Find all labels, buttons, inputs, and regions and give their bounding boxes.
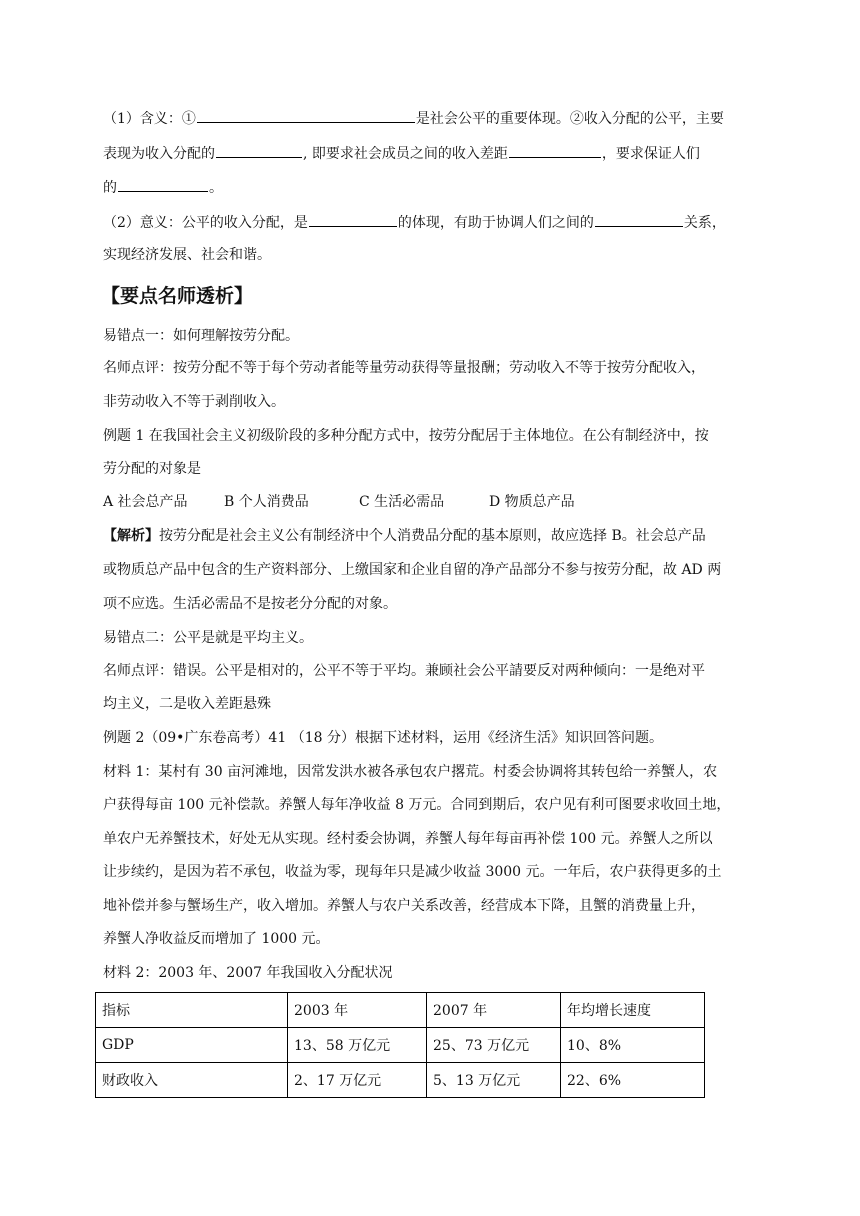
table-cell: 10、8% — [561, 1028, 705, 1063]
analysis-line-3: 项不应选。生活必需品不是按老分分配的对象。 — [103, 596, 397, 612]
table-header-row — [96, 993, 705, 1028]
text-segment: 关系， — [683, 215, 726, 231]
option-a: A 社会总产品 — [103, 494, 188, 510]
material-1-line-2: 户获得每亩 100 元补偿款。养蟹人每年净收益 8 万元。合同到期后，农户见有利可图要求收回土地， — [103, 797, 731, 813]
meaning-line-3 — [103, 177, 223, 198]
error-point-1: 易错点一：如何理解按劳分配。 — [103, 328, 299, 344]
table-row — [96, 1063, 705, 1098]
comment-2-line-2: 均主义，二是收入差距悬殊 — [103, 696, 271, 712]
text-segment: 是社会公平的重要体现。②收入分配的公平，主要 — [415, 111, 724, 127]
error-point-2: 易错点二：公平是就是平均主义。 — [103, 630, 313, 646]
answer-blank — [309, 212, 397, 227]
comment-1-line-1: 名师点评：按劳分配不等于每个劳动者能等量劳动获得等量报酬；劳动收入不等于按劳分配收入， — [103, 360, 705, 376]
answer-blank — [216, 143, 302, 158]
table-cell: 22、6% — [561, 1063, 705, 1098]
material-1-line-6: 养蟹人净收益反而增加了 1000 元。 — [103, 931, 330, 947]
section-heading: 【要点名师透析】 — [101, 285, 254, 307]
table-header-cell: 指标 — [96, 993, 288, 1028]
text-segment: 表现为收入分配的 — [103, 146, 215, 162]
example-2-stem: 例题 2（09•广东卷高考）41 （18 分）根据下述材料，运用《经济生活》知识回答问题。 — [103, 730, 663, 746]
meaning-line-2 — [103, 143, 700, 164]
material-1-line-4: 让步续约，是因为若不承包，收益为零，现每年只是减少收益 3000 元。一年后，农户获得更多的土 — [103, 864, 722, 880]
text-segment: （2）意义：公平的收入分配，是 — [103, 215, 308, 231]
text-segment: 按劳分配是社会主义公有制经济中个人消费品分配的基本原则，故应选择 B。社会总产品 — [159, 528, 706, 544]
example-1-line-1: 例题 1 在我国社会主义初级阶段的多种分配方式中，按劳分配居于主体地位。在公有制经济中，按 — [103, 428, 709, 444]
answer-blank — [595, 212, 683, 227]
comment-1-line-2: 非劳动收入不等于剥削收入。 — [103, 394, 285, 410]
significance-line-2: 实现经济发展、社会和谐。 — [103, 247, 271, 263]
income-distribution-table — [95, 992, 705, 1098]
option-b: B 个人消费品 — [224, 494, 309, 510]
text-segment: 的体现，有助于协调人们之间的 — [397, 215, 594, 231]
text-segment: , 即要求社会成员之间的收入差距 — [303, 146, 508, 162]
table-cell: GDP — [96, 1028, 288, 1063]
table-header-cell: 2003 年 — [288, 993, 427, 1028]
table-cell: 2、17 万亿元 — [288, 1063, 427, 1098]
text-segment: ，要求保证人们 — [601, 146, 700, 162]
analysis-line-1 — [103, 526, 706, 546]
significance-line-1 — [103, 212, 726, 233]
text-segment: 。 — [209, 180, 223, 196]
answer-blank — [509, 143, 601, 158]
table-cell: 13、58 万亿元 — [288, 1028, 427, 1063]
table-cell: 财政收入 — [96, 1063, 288, 1098]
answer-blank — [118, 177, 208, 192]
analysis-label: 【解析】 — [103, 528, 159, 544]
material-1-line-5: 地补偿并参与蟹场生产，收入增加。养蟹人与农户关系改善，经营成本下降，且蟹的消费量上升， — [103, 898, 705, 914]
comment-2-line-1: 名师点评：错误。公平是相对的，公平不等于平均。兼顾社会公平請要反对两种倾向：一是绝对平 — [103, 663, 705, 679]
table-header-cell: 年均增长速度 — [561, 993, 705, 1028]
example-1-line-2: 劳分配的对象是 — [103, 461, 201, 477]
option-d: D 物质总产品 — [489, 494, 575, 510]
option-c: C 生活必需品 — [359, 494, 445, 510]
table-cell: 5、13 万亿元 — [427, 1063, 561, 1098]
table-header-cell: 2007 年 — [427, 993, 561, 1028]
answer-blank — [197, 108, 415, 123]
meaning-line-1 — [103, 108, 724, 129]
material-1-line-3: 单农户无养蟹技术，好处无从实现。经村委会协调，养蟹人每年每亩再补偿 100 元。养蟹人之所以 — [103, 831, 713, 847]
table-row — [96, 1028, 705, 1063]
text-segment: （1）含义：① — [103, 111, 196, 127]
material-1-line-1: 材料 1：某村有 30 亩河滩地，因常发洪水被各承包农户撂荒。村委会协调将其转包给一养蟹人，农 — [103, 764, 718, 780]
analysis-line-2: 或物质总产品中包含的生产资料部分、上缴国家和企业自留的净产品部分不参与按劳分配，故 AD 两 — [103, 562, 722, 578]
text-segment: 的 — [103, 180, 117, 196]
table-cell: 25、73 万亿元 — [427, 1028, 561, 1063]
material-2-caption: 材料 2：2003 年、2007 年我国收入分配状况 — [103, 965, 393, 981]
